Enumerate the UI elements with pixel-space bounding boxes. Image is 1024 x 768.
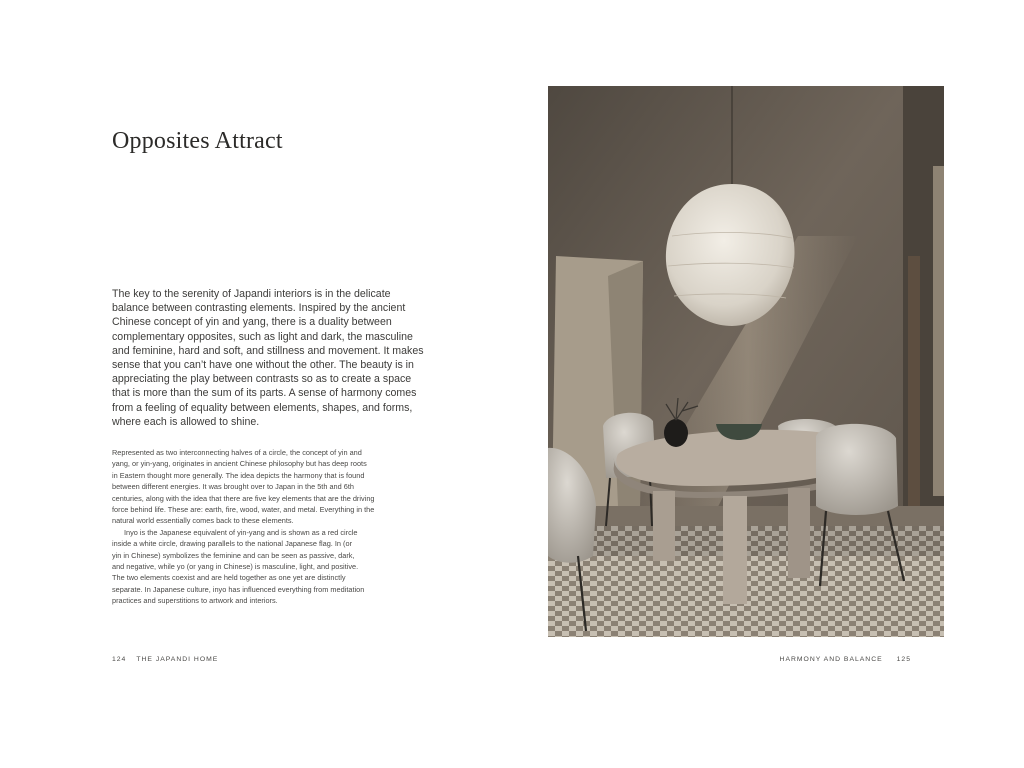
- lead-line: and feminine, hard and soft, and stillness and movement. It makes: [112, 344, 424, 357]
- lead-line: where each is allowed to shine.: [112, 415, 260, 428]
- rug-shadow: [568, 526, 944, 556]
- body-line: inside a white circle, drawing parallels to the national Japanese flag. In (or: [112, 539, 353, 549]
- window-light: [933, 166, 944, 496]
- lead-paragraph: [112, 287, 424, 429]
- page-number-left: 124: [112, 656, 127, 663]
- black-vase: [664, 419, 688, 447]
- table-leg: [788, 488, 810, 578]
- lead-line: Chinese concept of yin and yang, there is a duality between: [112, 316, 392, 329]
- lead-line: from a feeling of equality between elements, shapes, and forms,: [112, 401, 413, 414]
- dining-room-photo: [548, 86, 944, 637]
- body-line: Represented as two interconnecting halves of a circle, the concept of yin and: [112, 448, 362, 457]
- lead-line: The key to the serenity of Japandi interiors is in the delicate: [112, 288, 391, 300]
- lead-line: sense that you can’t have one without the other. The beauty is in: [112, 359, 414, 372]
- right-folio: [780, 656, 911, 663]
- body-line: practices and superstitions to artwork and interiors.: [112, 596, 278, 606]
- body-line: between different energies. It was brought over to Japan in the 5th and 6th: [112, 482, 354, 492]
- wall-shelf: [908, 256, 920, 506]
- table-leg: [653, 491, 675, 561]
- body-line: centuries, along with the idea that there are five key elements that are the driving: [112, 493, 375, 503]
- body-paragraphs: [112, 447, 416, 607]
- chapter-title: Opposites Attract: [112, 128, 283, 154]
- body-line: natural world essentially comes back to these elements.: [112, 516, 294, 526]
- left-folio: [112, 656, 218, 663]
- lead-line: that is more than the sum of its parts. A sense of harmony comes: [112, 387, 417, 400]
- book-title-running-head: THE JAPANDI HOME: [136, 656, 219, 663]
- lead-line: appreciating the play between contrasts so as to create a space: [112, 373, 412, 386]
- section-running-head: HARMONY AND BALANCE: [779, 656, 883, 663]
- body-line: separate. In Japanese culture, inyo has influenced everything from meditation: [112, 584, 365, 594]
- body-line: Inyo is the Japanese equivalent of yin-yang and is shown as a red circle: [124, 527, 358, 537]
- body-line: in Eastern thought more generally. The idea depicts the harmony that is found: [112, 470, 365, 480]
- body-line: The two elements coexist and are held together as one yet are distinctly: [112, 573, 346, 583]
- body-line: yin in Chinese) symbolizes the feminine and can be seen as passive, dark,: [112, 550, 355, 560]
- page-number-right: 125: [896, 656, 911, 663]
- body-line: yang, or yin-yang, originates in ancient Chinese philosophy but has deep roots: [112, 459, 367, 469]
- table-leg: [723, 496, 747, 604]
- body-line: force behind life. These are: earth, fire, wood, water, and metal. Everything in the: [112, 505, 375, 515]
- body-line: and negative, while yo (or yang in Chinese) is masculine, light, and positive.: [112, 562, 359, 572]
- lead-line: complementary opposites, such as light and dark, the masculine: [112, 330, 413, 343]
- lead-line: balance between contrasting elements. Inspired by the ancient: [112, 302, 406, 315]
